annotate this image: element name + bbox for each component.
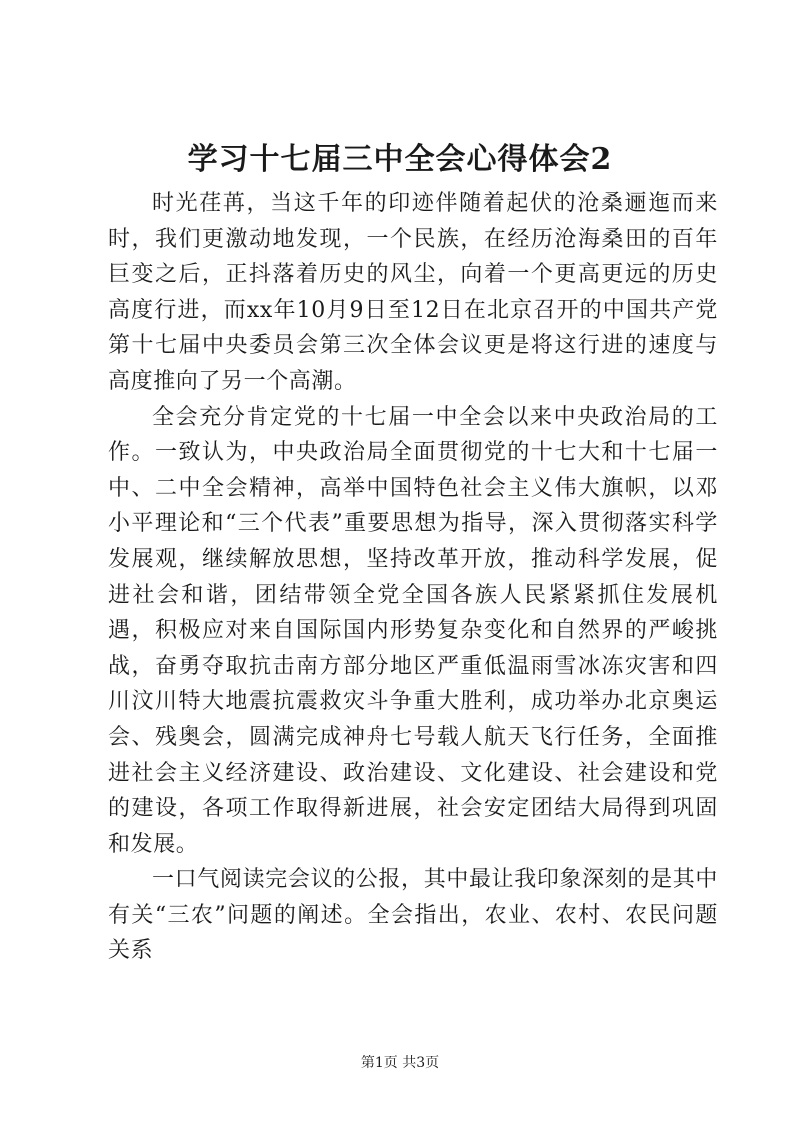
paragraph-1: 时光荏苒，当这千年的印迹伴随着起伏的沧桑逦迤而来时，我们更激动地发现，一个民族，在经历沧海桑田的百年巨变之后，正抖落着历史的风尘，向着一个更高更远的历史高度行进，而xx年10月9日至12日在北京召开的中国共产党第十七届中央委员会第三次全体会议更是将这行进的速度与高度推向了另一个高潮。 (108, 191, 718, 394)
paragraph-3: 一口气阅读完会议的公报，其中最让我印象深刻的是其中有关“三农”问题的阐述。全会指出，农业、农村、农民问题关系 (108, 867, 718, 964)
document-body (108, 186, 718, 969)
paragraph-2: 全会充分肯定党的十七届一中全会以来中央政治局的工作。一致认为，中央政治局全面贯彻党的十七大和十七届一中、二中全会精神，高举中国特色社会主义伟大旗帜，以邓小平理论和“三个代表”重要思想为指导，深入贯彻落实科学发展观，继续解放思想，坚持改革开放，推动科学发展，促进社会和谐，团结带领全党全国各族人民紧紧抓住发展机遇，积极应对来自国际国内形势复杂变化和自然界的严峻挑战，奋勇夺取抗击南方部分地区严重低温雨雪冰冻灾害和四川汶川特大地震抗震救灾斗争重大胜利，成功举办北京奥运会、残奥会，圆满完成神舟七号载人航天飞行任务，全面推进社会主义经济建设、政治建设、文化建设、社会建设和党的建设，各项工作取得新进展，社会安定团结大局得到巩固和发展。 (108, 404, 718, 857)
page-number-footer: 第1页 共3页 (360, 1055, 440, 1071)
document-title: 学习十七届三中全会心得体会2 (187, 142, 613, 177)
